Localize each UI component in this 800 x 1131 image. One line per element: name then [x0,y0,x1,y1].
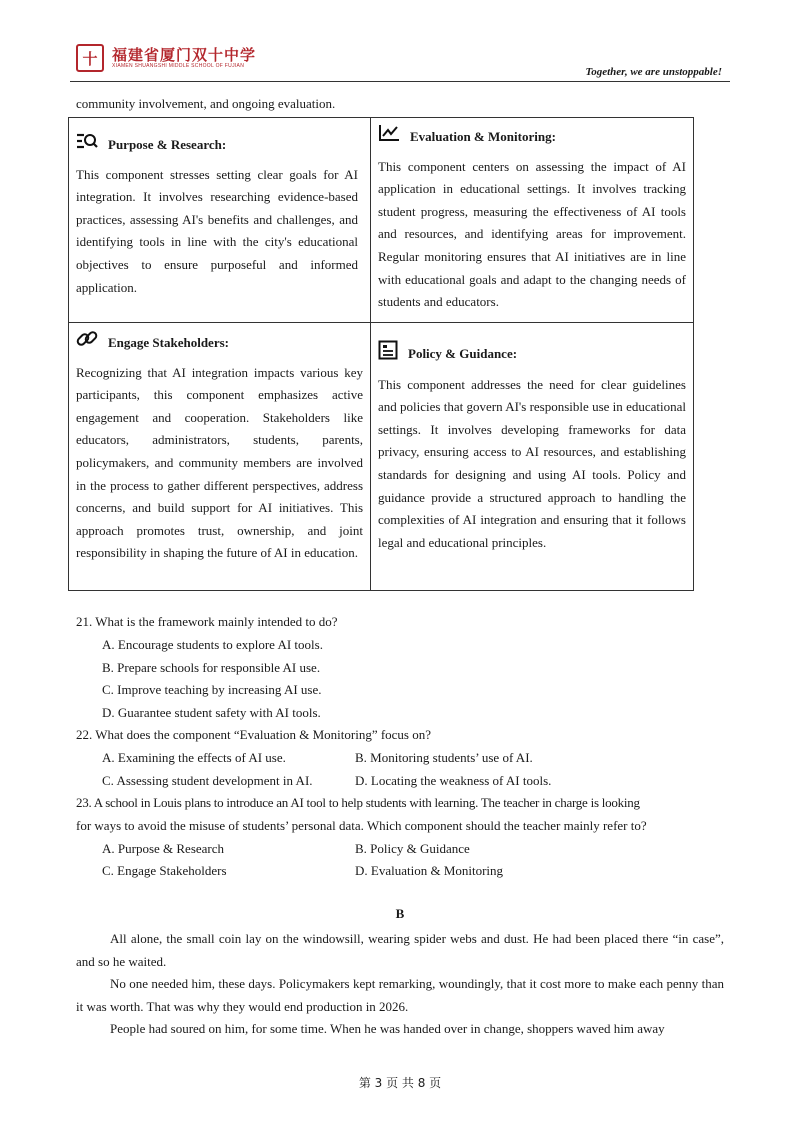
cell-evaluation-monitoring [378,124,686,314]
framework-table [68,117,694,591]
question-21-option-c: C. Improve teaching by increasing AI use. [102,682,322,697]
cell-title-row [378,340,686,368]
question-22-option-a: A. Examining the effects of AI use. [102,750,286,765]
document-icon [378,340,398,368]
page-number: 第 3 页 共 8 页 [358,1076,442,1090]
question-21-option-b: B. Prepare schools for responsible AI use. [102,660,321,675]
question-21-stem: 21. What is the framework mainly intended to do? [76,614,338,629]
question-21-option-a: A. Encourage students to explore AI tools. [102,637,323,652]
passage-paragraph: No one needed him, these days. Policymakers kept remarking, woundingly, that it cost more to make each penny than it was worth. That was why they would end production in 2026. [76,976,724,1014]
school-name: 福建省厦门双十中学 [112,46,257,64]
search-list-icon [76,132,98,158]
question-22-option-b: B. Monitoring students’ use of AI. [355,750,533,765]
passage-b [76,928,724,1041]
cell-title: Purpose & Research: [108,136,227,152]
cell-title: Engage Stakeholders: [108,334,229,350]
table-divider-horizontal [69,322,693,323]
question-22-option-d: D. Locating the weakness of AI tools. [355,773,552,788]
cell-body: This component stresses setting clear goals for AI integration. It involves researching evidence-based practices, assessing AI's benefits and challenges, and identifying tools in line with the city's educational objectives to ensure purposeful and informed application. [76,166,358,295]
header-divider [70,81,730,82]
cell-title-row [76,132,358,158]
section-b-heading: B [395,906,405,921]
question-22-stem: 22. What does the component “Evaluation & Monitoring” focus on? [76,727,432,742]
logo-seal: 十 [76,44,104,72]
cell-purpose-research [76,132,358,299]
question-23-option-a: A. Purpose & Research [102,841,225,856]
table-divider-vertical [370,118,371,590]
question-23-stem-line-1: 23. A school in Louis plans to introduce an AI tool to help students with learning. The teacher in charge is looking [76,795,640,810]
cell-body: This component addresses the need for clear guidelines and policies that govern AI's responsible use in educational settings. It involves developing frameworks for data privacy, ensuring access to AI resources, and establishing standards for designing and using AI tools. Policy and guidance provide a structured approach to handling the complexities of AI integration and ensuring that it follows legal and educational principles. [378,376,686,550]
passage-paragraph: All alone, the small coin lay on the windowsill, wearing spider webs and dust. He had been placed there “in case”, and so he waited. [76,931,724,969]
question-23-option-c: C. Engage Stakeholders [102,863,227,878]
question-23-stem-line-2: for ways to avoid the misuse of students’ personal data. Which component should the teacher mainly refer to? [76,818,647,833]
cell-body: Recognizing that AI integration impacts various key participants, this component emphasizes active engagement and cooperation. Stakeholders like educators, administrators, students, parents, policymakers, and community members are involved in the process to gather different perspectives, address concerns, and build support for AI initiatives. This approach promotes trust, ownership, and joint responsibility in shaping the future of AI in education. [76,364,363,561]
intro-text: community involvement, and ongoing evaluation. [76,96,336,111]
passage-paragraph: People had soured on him, for some time. When he was handed over in change, shoppers waved him away [110,1021,665,1037]
question-23-option-b: B. Policy & Guidance [355,841,470,856]
question-21-option-d: D. Guarantee student safety with AI tools. [102,705,321,720]
header-motto: Together, we are unstoppable! [585,66,722,78]
cell-engage-stakeholders [76,328,363,565]
school-logo [76,44,336,74]
cell-title-row [378,124,686,150]
cell-title: Policy & Guidance: [408,345,518,361]
school-name-english: XIAMEN SHUANGSHI MIDDLE SCHOOL OF FUJIAN [112,63,245,69]
cell-title: Evaluation & Monitoring: [410,128,556,144]
link-icon [76,328,98,358]
line-chart-icon [378,124,400,150]
question-22-option-c: C. Assessing student development in AI. [102,773,313,788]
cell-policy-guidance [378,340,686,554]
cell-body: This component centers on assessing the impact of AI application in educational settings. It involves tracking student progress, measuring the effectiveness of AI tools and resources, and identifying areas for improvement. Regular monitoring ensures that AI initiatives are in line with educational goals and adapt to the changing needs of students and educators. [378,158,686,310]
question-23-option-d: D. Evaluation & Monitoring [355,863,504,878]
cell-title-row [76,328,363,358]
